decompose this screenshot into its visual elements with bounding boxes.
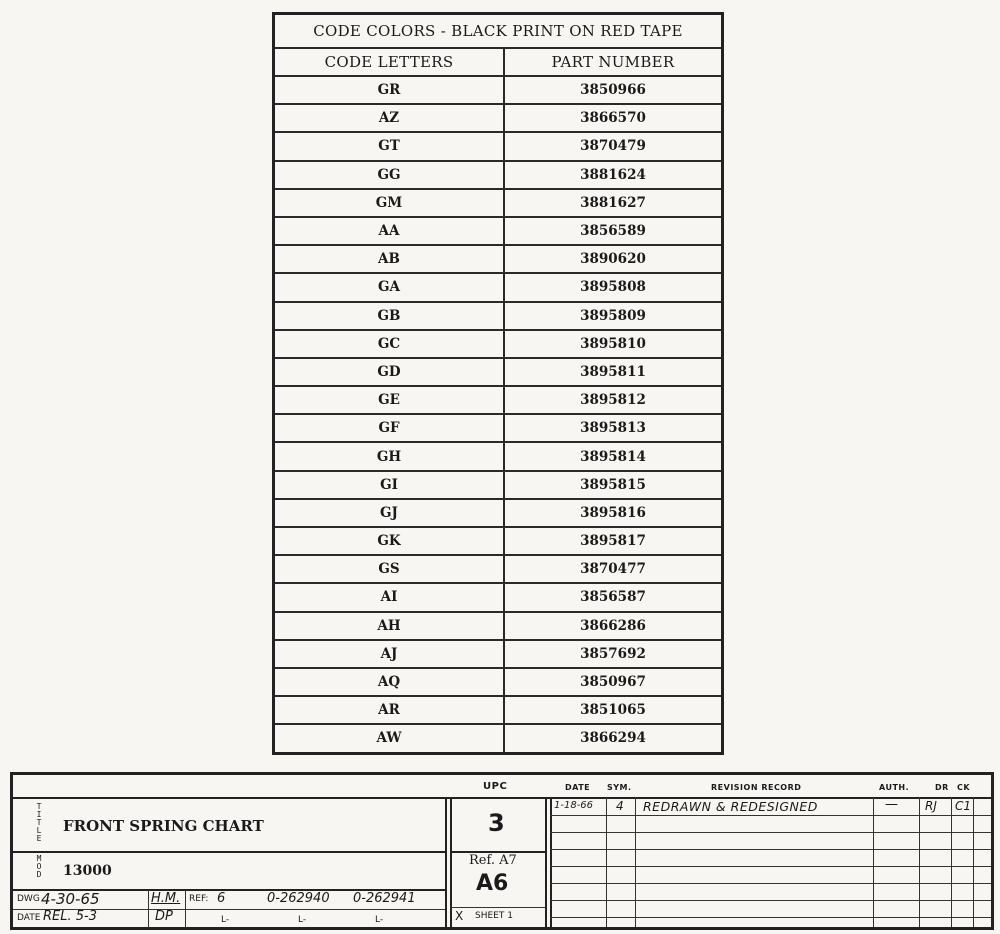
rev-entry-sym: 4 xyxy=(616,799,624,813)
table-row xyxy=(274,414,723,442)
l-mark-3: L- xyxy=(375,915,384,925)
code-letters-cell: GD xyxy=(274,358,505,386)
table-row xyxy=(274,104,723,132)
ref-number-1: 0-262940 xyxy=(267,891,330,906)
rev-header-auth: AUTH. xyxy=(879,783,910,792)
table-row xyxy=(274,217,723,245)
part-number-cell: 3856589 xyxy=(504,217,723,245)
code-letters-cell: GI xyxy=(274,471,505,499)
sheet-label: SHEET 1 xyxy=(475,911,513,921)
rev-entry-record: REDRAWN & REDESIGNED xyxy=(643,799,818,814)
column-header-part-number: PART NUMBER xyxy=(504,48,723,76)
drawing-title: FRONT SPRING CHART xyxy=(63,817,264,835)
part-number-cell: 3881627 xyxy=(504,189,723,217)
table-row xyxy=(274,583,723,611)
part-number-cell: 3851065 xyxy=(504,696,723,724)
dwg-date: 4-30-65 xyxy=(41,890,100,908)
part-number-cell: 3895816 xyxy=(504,499,723,527)
table-title: CODE COLORS - BLACK PRINT ON RED TAPE xyxy=(274,14,723,49)
date-label: DATE xyxy=(17,913,41,923)
table-row xyxy=(274,724,723,753)
code-letters-cell: GA xyxy=(274,273,505,301)
part-number-cell: 3895813 xyxy=(504,414,723,442)
code-letters-cell: AJ xyxy=(274,640,505,668)
part-number-cell: 3895815 xyxy=(504,471,723,499)
table-row xyxy=(274,668,723,696)
column-header-code-letters: CODE LETTERS xyxy=(274,48,505,76)
mod-side-label: M O D xyxy=(36,854,42,879)
table-row xyxy=(274,640,723,668)
title-side-label: T I T L E xyxy=(36,802,42,843)
part-number-cell: 3850967 xyxy=(504,668,723,696)
part-number-cell: 3870477 xyxy=(504,555,723,583)
code-letters-cell: AZ xyxy=(274,104,505,132)
part-number-cell: 3895817 xyxy=(504,527,723,555)
upc-label: UPC xyxy=(483,781,508,792)
table-row xyxy=(274,555,723,583)
part-number-cell: 3866570 xyxy=(504,104,723,132)
part-number-cell: 3870479 xyxy=(504,132,723,160)
rev-header-ck: CK xyxy=(957,783,971,792)
code-letters-cell: AR xyxy=(274,696,505,724)
part-number-cell: 3895811 xyxy=(504,358,723,386)
part-number-cell: 3895810 xyxy=(504,330,723,358)
table-row xyxy=(274,189,723,217)
table-row xyxy=(274,76,723,104)
code-letters-cell: GF xyxy=(274,414,505,442)
table-row xyxy=(274,386,723,414)
a6-code: A6 xyxy=(476,871,509,896)
rev-entry-date: 1-18-66 xyxy=(554,800,594,811)
part-number-cell: 3857692 xyxy=(504,640,723,668)
upc-value: 3 xyxy=(488,809,505,837)
code-letters-cell: GK xyxy=(274,527,505,555)
rev-header-record: REVISION RECORD xyxy=(711,783,802,792)
dwg-by: H.M. xyxy=(151,891,181,906)
table-row xyxy=(274,161,723,189)
code-letters-cell: AB xyxy=(274,245,505,273)
table-row xyxy=(274,696,723,724)
code-letters-cell: AA xyxy=(274,217,505,245)
code-letters-cell: GM xyxy=(274,189,505,217)
code-letters-cell: GC xyxy=(274,330,505,358)
rev-entry-dr: RJ xyxy=(925,799,937,813)
table-row xyxy=(274,245,723,273)
code-letters-cell: AI xyxy=(274,583,505,611)
table-row xyxy=(274,330,723,358)
part-number-cell: 3881624 xyxy=(504,161,723,189)
rev-entry-auth: — xyxy=(885,797,898,812)
code-letters-cell: GB xyxy=(274,302,505,330)
table-row xyxy=(274,527,723,555)
table-row xyxy=(274,499,723,527)
code-letters-cell: GT xyxy=(274,132,505,160)
code-letters-cell: GE xyxy=(274,386,505,414)
part-number-cell: 3856587 xyxy=(504,583,723,611)
code-letters-cell: AW xyxy=(274,724,505,753)
rev-header-date: DATE xyxy=(565,783,591,792)
code-letters-cell: GH xyxy=(274,442,505,470)
code-colors-table xyxy=(272,12,724,755)
code-letters-cell: AH xyxy=(274,612,505,640)
ref-value: 6 xyxy=(217,891,226,906)
table-row xyxy=(274,442,723,470)
l-mark-2: L- xyxy=(298,915,307,925)
ref-a7: Ref. A7 xyxy=(469,853,517,868)
code-letters-cell: GR xyxy=(274,76,505,104)
date-by: DP xyxy=(155,909,173,924)
part-number-cell: 3895814 xyxy=(504,442,723,470)
part-number-cell: 3895808 xyxy=(504,273,723,301)
table-row xyxy=(274,273,723,301)
part-number-cell: 3866286 xyxy=(504,612,723,640)
code-letters-cell: GG xyxy=(274,161,505,189)
ref-label: REF: xyxy=(189,894,209,904)
table-row xyxy=(274,358,723,386)
table-row xyxy=(274,471,723,499)
table-row xyxy=(274,612,723,640)
part-number-cell: 3895812 xyxy=(504,386,723,414)
part-number-cell: 3895809 xyxy=(504,302,723,330)
sheet-mark: X xyxy=(455,909,464,923)
table-body xyxy=(274,76,723,753)
table-row xyxy=(274,302,723,330)
rev-header-dr: DR xyxy=(935,783,949,792)
dwg-label: DWG xyxy=(17,894,40,904)
rev-header-sym: SYM. xyxy=(607,783,632,792)
release-date: REL. 5-3 xyxy=(43,909,97,924)
rev-entry-ck: C1 xyxy=(955,799,972,813)
part-number-cell: 3866294 xyxy=(504,724,723,753)
mod-number: 13000 xyxy=(63,863,112,879)
table-row xyxy=(274,132,723,160)
title-block xyxy=(10,772,994,930)
part-number-cell: 3890620 xyxy=(504,245,723,273)
l-mark-1: L- xyxy=(221,915,230,925)
code-letters-cell: GJ xyxy=(274,499,505,527)
ref-number-2: 0-262941 xyxy=(353,891,416,906)
code-letters-cell: GS xyxy=(274,555,505,583)
code-letters-cell: AQ xyxy=(274,668,505,696)
part-number-cell: 3850966 xyxy=(504,76,723,104)
